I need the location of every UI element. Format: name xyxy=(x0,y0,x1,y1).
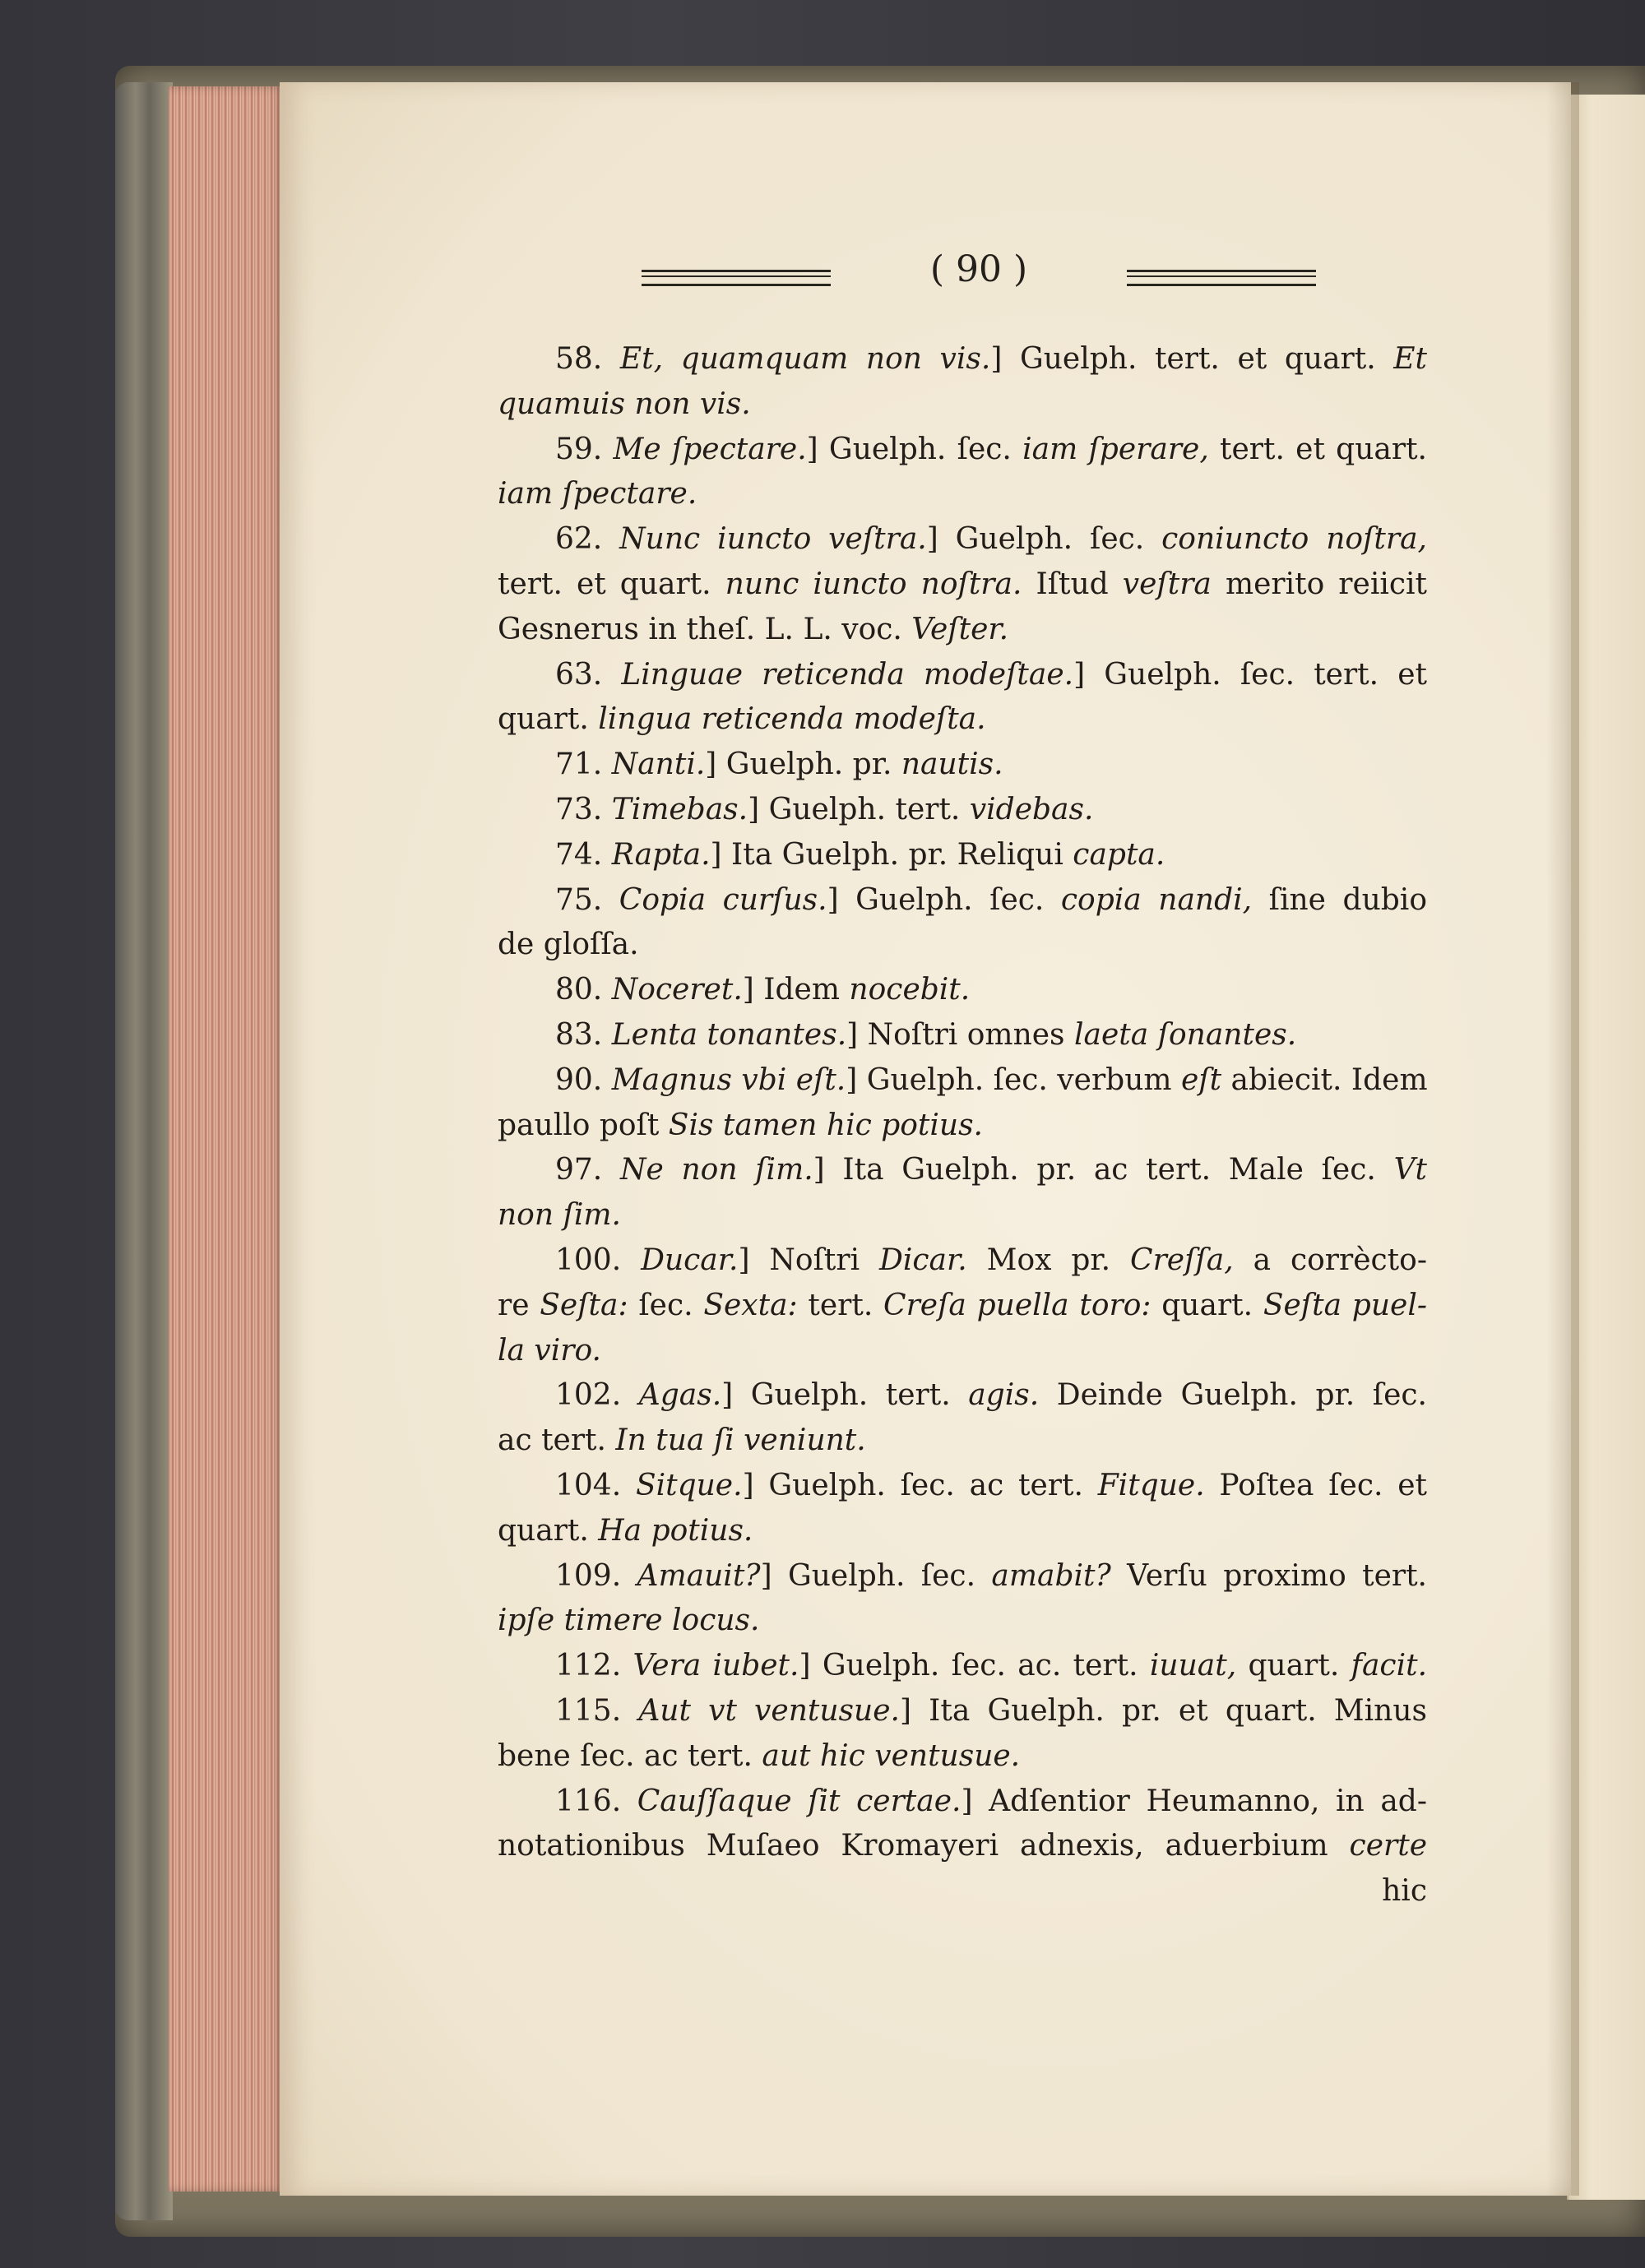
text-segment-italic: Creſſa, xyxy=(1130,1243,1234,1277)
text-segment-italic: Noceret. xyxy=(611,973,743,1007)
text-segment: ] Ita Guelph. pr. Reliqui xyxy=(710,837,1073,872)
text-segment: 115. xyxy=(555,1693,639,1728)
text-line xyxy=(498,1148,1427,1193)
text-segment-italic: Linguae reticenda modeſtae. xyxy=(621,657,1074,692)
text-segment: ] Guelph. ſec. ac. tert. xyxy=(799,1649,1150,1683)
text-segment-italic: Seſta puel- xyxy=(1263,1288,1427,1322)
text-line xyxy=(498,878,1427,923)
text-line xyxy=(498,1824,1427,1869)
text-line xyxy=(498,1058,1427,1104)
text-segment: ] Guelph. ſec. xyxy=(806,432,1023,466)
text-segment: 62. xyxy=(555,522,620,557)
text-segment: a corrècto- xyxy=(1233,1243,1427,1277)
text-segment: tert. et quart. xyxy=(1208,432,1427,466)
text-segment-italic: la viro. xyxy=(498,1333,601,1368)
text-segment: 100. xyxy=(555,1243,642,1277)
text-segment: 75. xyxy=(555,882,619,917)
text-segment-italic: ipſe timere locus. xyxy=(498,1604,760,1638)
text-line xyxy=(498,1419,1427,1464)
text-segment-italic: Copia curſus. xyxy=(619,882,827,917)
text-line xyxy=(498,1599,1427,1644)
text-line xyxy=(498,1689,1427,1734)
text-segment: ] Guelph. tert. xyxy=(748,792,970,826)
gutter-shadow xyxy=(1546,82,1579,2196)
text-segment-italic: Dicar. xyxy=(879,1243,967,1277)
text-line xyxy=(498,697,1427,743)
text-segment: ] Noſtri xyxy=(738,1243,880,1277)
text-segment: hic xyxy=(1382,1874,1427,1909)
text-segment-italic: Creſa puella toro: xyxy=(883,1288,1152,1322)
text-segment: ] Idem xyxy=(742,973,850,1007)
text-segment: 112. xyxy=(555,1649,633,1683)
text-segment: paullo poſt xyxy=(498,1108,669,1142)
text-segment: ] Guelph. pr. xyxy=(705,748,901,782)
text-segment-italic: Rapta. xyxy=(611,837,711,872)
text-segment: 83. xyxy=(555,1017,612,1052)
text-segment-italic: In tua ſi veniunt. xyxy=(615,1423,866,1458)
text-line xyxy=(498,1554,1427,1599)
text-segment: 80. xyxy=(555,973,612,1007)
text-segment: 104. xyxy=(555,1468,636,1502)
text-line xyxy=(498,337,1427,382)
text-segment-italic: nautis. xyxy=(901,748,1003,782)
text-line xyxy=(498,743,1427,788)
text-segment-italic: quamuis non vis. xyxy=(498,386,751,421)
text-segment-italic: Ducar. xyxy=(641,1243,739,1277)
text-segment-italic: Agas. xyxy=(638,1378,722,1413)
notes-text xyxy=(498,337,1427,1914)
text-segment: quart. xyxy=(498,702,599,737)
text-segment: abiecit. Idem xyxy=(1221,1062,1428,1097)
text-segment: ac tert. xyxy=(498,1423,616,1458)
text-segment: quart. xyxy=(498,1513,599,1548)
text-segment: ] Guelph. ſec. xyxy=(760,1558,992,1593)
text-segment: 73. xyxy=(555,792,612,826)
text-segment-italic: Et, quamquam non vis. xyxy=(619,342,991,376)
text-segment: re xyxy=(498,1288,540,1322)
text-line xyxy=(498,428,1427,473)
text-line xyxy=(498,968,1427,1013)
text-segment: ] Guelph. ſec. xyxy=(827,882,1061,917)
text-segment-italic: Cauſſaque ſit certae. xyxy=(637,1784,962,1818)
text-segment-italic: capta. xyxy=(1073,837,1165,872)
text-segment-italic: veſtra xyxy=(1122,567,1212,601)
text-segment-italic: Nunc iuncto veſtra. xyxy=(619,522,927,557)
catchword xyxy=(498,1869,1427,1914)
text-segment-italic: copia nandi, xyxy=(1060,882,1253,917)
text-segment-italic: Me ſpectare. xyxy=(613,432,807,466)
text-segment: 58. xyxy=(555,342,620,376)
text-segment: ] Guelph. ſec. tert. et xyxy=(1073,657,1427,692)
text-segment: 97. xyxy=(555,1153,620,1187)
text-line xyxy=(498,517,1427,562)
text-segment: 74. xyxy=(555,837,612,872)
text-segment-italic: Seſta: xyxy=(540,1288,628,1322)
text-segment: tert. xyxy=(797,1288,884,1322)
text-segment: 109. xyxy=(555,1558,637,1593)
text-segment: quart. xyxy=(1151,1288,1263,1322)
text-segment: 71. xyxy=(555,748,612,782)
text-line xyxy=(498,788,1427,833)
text-line xyxy=(498,1644,1427,1689)
text-line xyxy=(498,1329,1427,1374)
text-line xyxy=(498,472,1427,517)
text-segment-italic: lingua reticenda modeſta. xyxy=(598,702,986,737)
text-segment: 63. xyxy=(555,657,622,692)
text-segment-italic: certe xyxy=(1349,1829,1427,1863)
text-segment-italic: Timebas. xyxy=(611,792,748,826)
text-segment: 116. xyxy=(555,1784,637,1818)
text-segment-italic: Ne non ſim. xyxy=(619,1153,813,1187)
text-segment-italic: Fitque. xyxy=(1097,1468,1205,1502)
text-line xyxy=(498,653,1427,698)
text-segment-italic: Vt xyxy=(1393,1153,1428,1187)
text-segment-italic: iam ſperare, xyxy=(1022,432,1209,466)
text-segment-italic: Sexta: xyxy=(703,1288,798,1322)
text-segment: ] Guelph. ſec. verbum xyxy=(846,1062,1181,1097)
page-header xyxy=(642,247,1316,304)
header-rule-left xyxy=(642,270,831,286)
text-line xyxy=(498,1780,1427,1825)
text-line xyxy=(498,1238,1427,1284)
text-segment: quart. xyxy=(1236,1649,1351,1683)
text-segment-italic: Sis tamen hic potius. xyxy=(668,1108,983,1142)
text-line xyxy=(498,1284,1427,1329)
text-line xyxy=(498,1509,1427,1554)
text-line xyxy=(498,1373,1427,1419)
text-segment: tert. et quart. xyxy=(498,567,725,601)
text-segment-italic: Nanti. xyxy=(611,748,706,782)
text-line xyxy=(498,1734,1427,1780)
text-line xyxy=(498,608,1427,653)
text-segment: Verſu proximo tert. xyxy=(1110,1558,1427,1593)
text-segment-italic: Aut vt ventusue. xyxy=(638,1693,900,1728)
text-segment-italic: Vera iubet. xyxy=(633,1649,799,1683)
page-number: ( 90 ) xyxy=(929,248,1028,290)
text-segment-italic: Veſter. xyxy=(911,612,1009,646)
text-line xyxy=(498,833,1427,878)
text-segment: bene ſec. ac tert. xyxy=(498,1738,762,1773)
text-segment: Poſtea ſec. et xyxy=(1204,1468,1427,1502)
text-segment: Gesnerus in theſ. L. L. voc. xyxy=(498,612,912,646)
book-spine xyxy=(115,82,173,2220)
text-segment-italic: facit. xyxy=(1351,1649,1428,1683)
text-segment-italic: nunc iuncto noſtra. xyxy=(725,567,1022,601)
text-segment-italic: eſt xyxy=(1180,1062,1222,1097)
header-rule-right xyxy=(1127,270,1316,286)
text-segment-italic: Ha potius. xyxy=(598,1513,753,1548)
text-segment: ] Noſtri omnes xyxy=(846,1017,1074,1052)
text-segment: Deinde Guelph. pr. ſec. xyxy=(1039,1378,1428,1413)
text-segment-italic: agis. xyxy=(968,1378,1040,1413)
text-segment-italic: iuuat, xyxy=(1149,1649,1237,1683)
text-segment-italic: non ſim. xyxy=(498,1198,621,1233)
text-segment-italic: laeta ſonantes. xyxy=(1073,1017,1297,1052)
text-line xyxy=(498,1464,1427,1509)
text-segment: Iſtud xyxy=(1022,567,1123,601)
text-segment: de gloſſa. xyxy=(498,928,639,962)
text-segment: ] Guelph. ſec. ac tert. xyxy=(742,1468,1098,1502)
text-segment-italic: Amauit? xyxy=(637,1558,761,1593)
text-segment: ſec. xyxy=(628,1288,704,1322)
text-segment: ] Ita Guelph. pr. et quart. Minus xyxy=(899,1693,1427,1728)
text-line xyxy=(498,1104,1427,1149)
text-segment: 90. xyxy=(555,1062,612,1097)
page-edges xyxy=(169,86,284,2192)
text-segment: merito reiicit xyxy=(1211,567,1427,601)
text-segment: 59. xyxy=(555,432,614,466)
text-segment: 102. xyxy=(555,1378,639,1413)
text-segment: ] Ita Guelph. pr. ac tert. Male ſec. xyxy=(813,1153,1394,1187)
text-segment-italic: Et xyxy=(1393,342,1427,376)
text-segment: ] Guelph. tert. et quart. xyxy=(990,342,1394,376)
text-segment: ſine dubio xyxy=(1252,882,1427,917)
text-line xyxy=(498,1193,1427,1238)
text-segment: ] Guelph. ſec. xyxy=(926,522,1162,557)
text-segment-italic: amabit? xyxy=(991,1558,1111,1593)
text-line xyxy=(498,382,1427,428)
text-line xyxy=(498,562,1427,608)
text-segment: Mox pr. xyxy=(966,1243,1131,1277)
text-line xyxy=(498,1013,1427,1058)
text-segment-italic: Lenta tonantes. xyxy=(611,1017,847,1052)
text-segment: ] Adſentior Heumanno, in ad- xyxy=(961,1784,1427,1818)
text-segment-italic: aut hic ventusue. xyxy=(762,1738,1021,1773)
text-segment-italic: coniuncto noſtra, xyxy=(1161,522,1427,557)
text-segment-italic: iam ſpectare. xyxy=(498,477,697,511)
text-segment: ] Guelph. tert. xyxy=(721,1378,969,1413)
text-segment: notationibus Muſaeo Kromayeri adnexis, aduerbium xyxy=(498,1829,1350,1863)
text-segment-italic: Sitque. xyxy=(635,1468,743,1502)
text-segment-italic: videbas. xyxy=(969,792,1094,826)
text-segment-italic: nocebit. xyxy=(849,973,971,1007)
text-segment-italic: Magnus vbi eſt. xyxy=(611,1062,846,1097)
text-line xyxy=(498,923,1427,968)
